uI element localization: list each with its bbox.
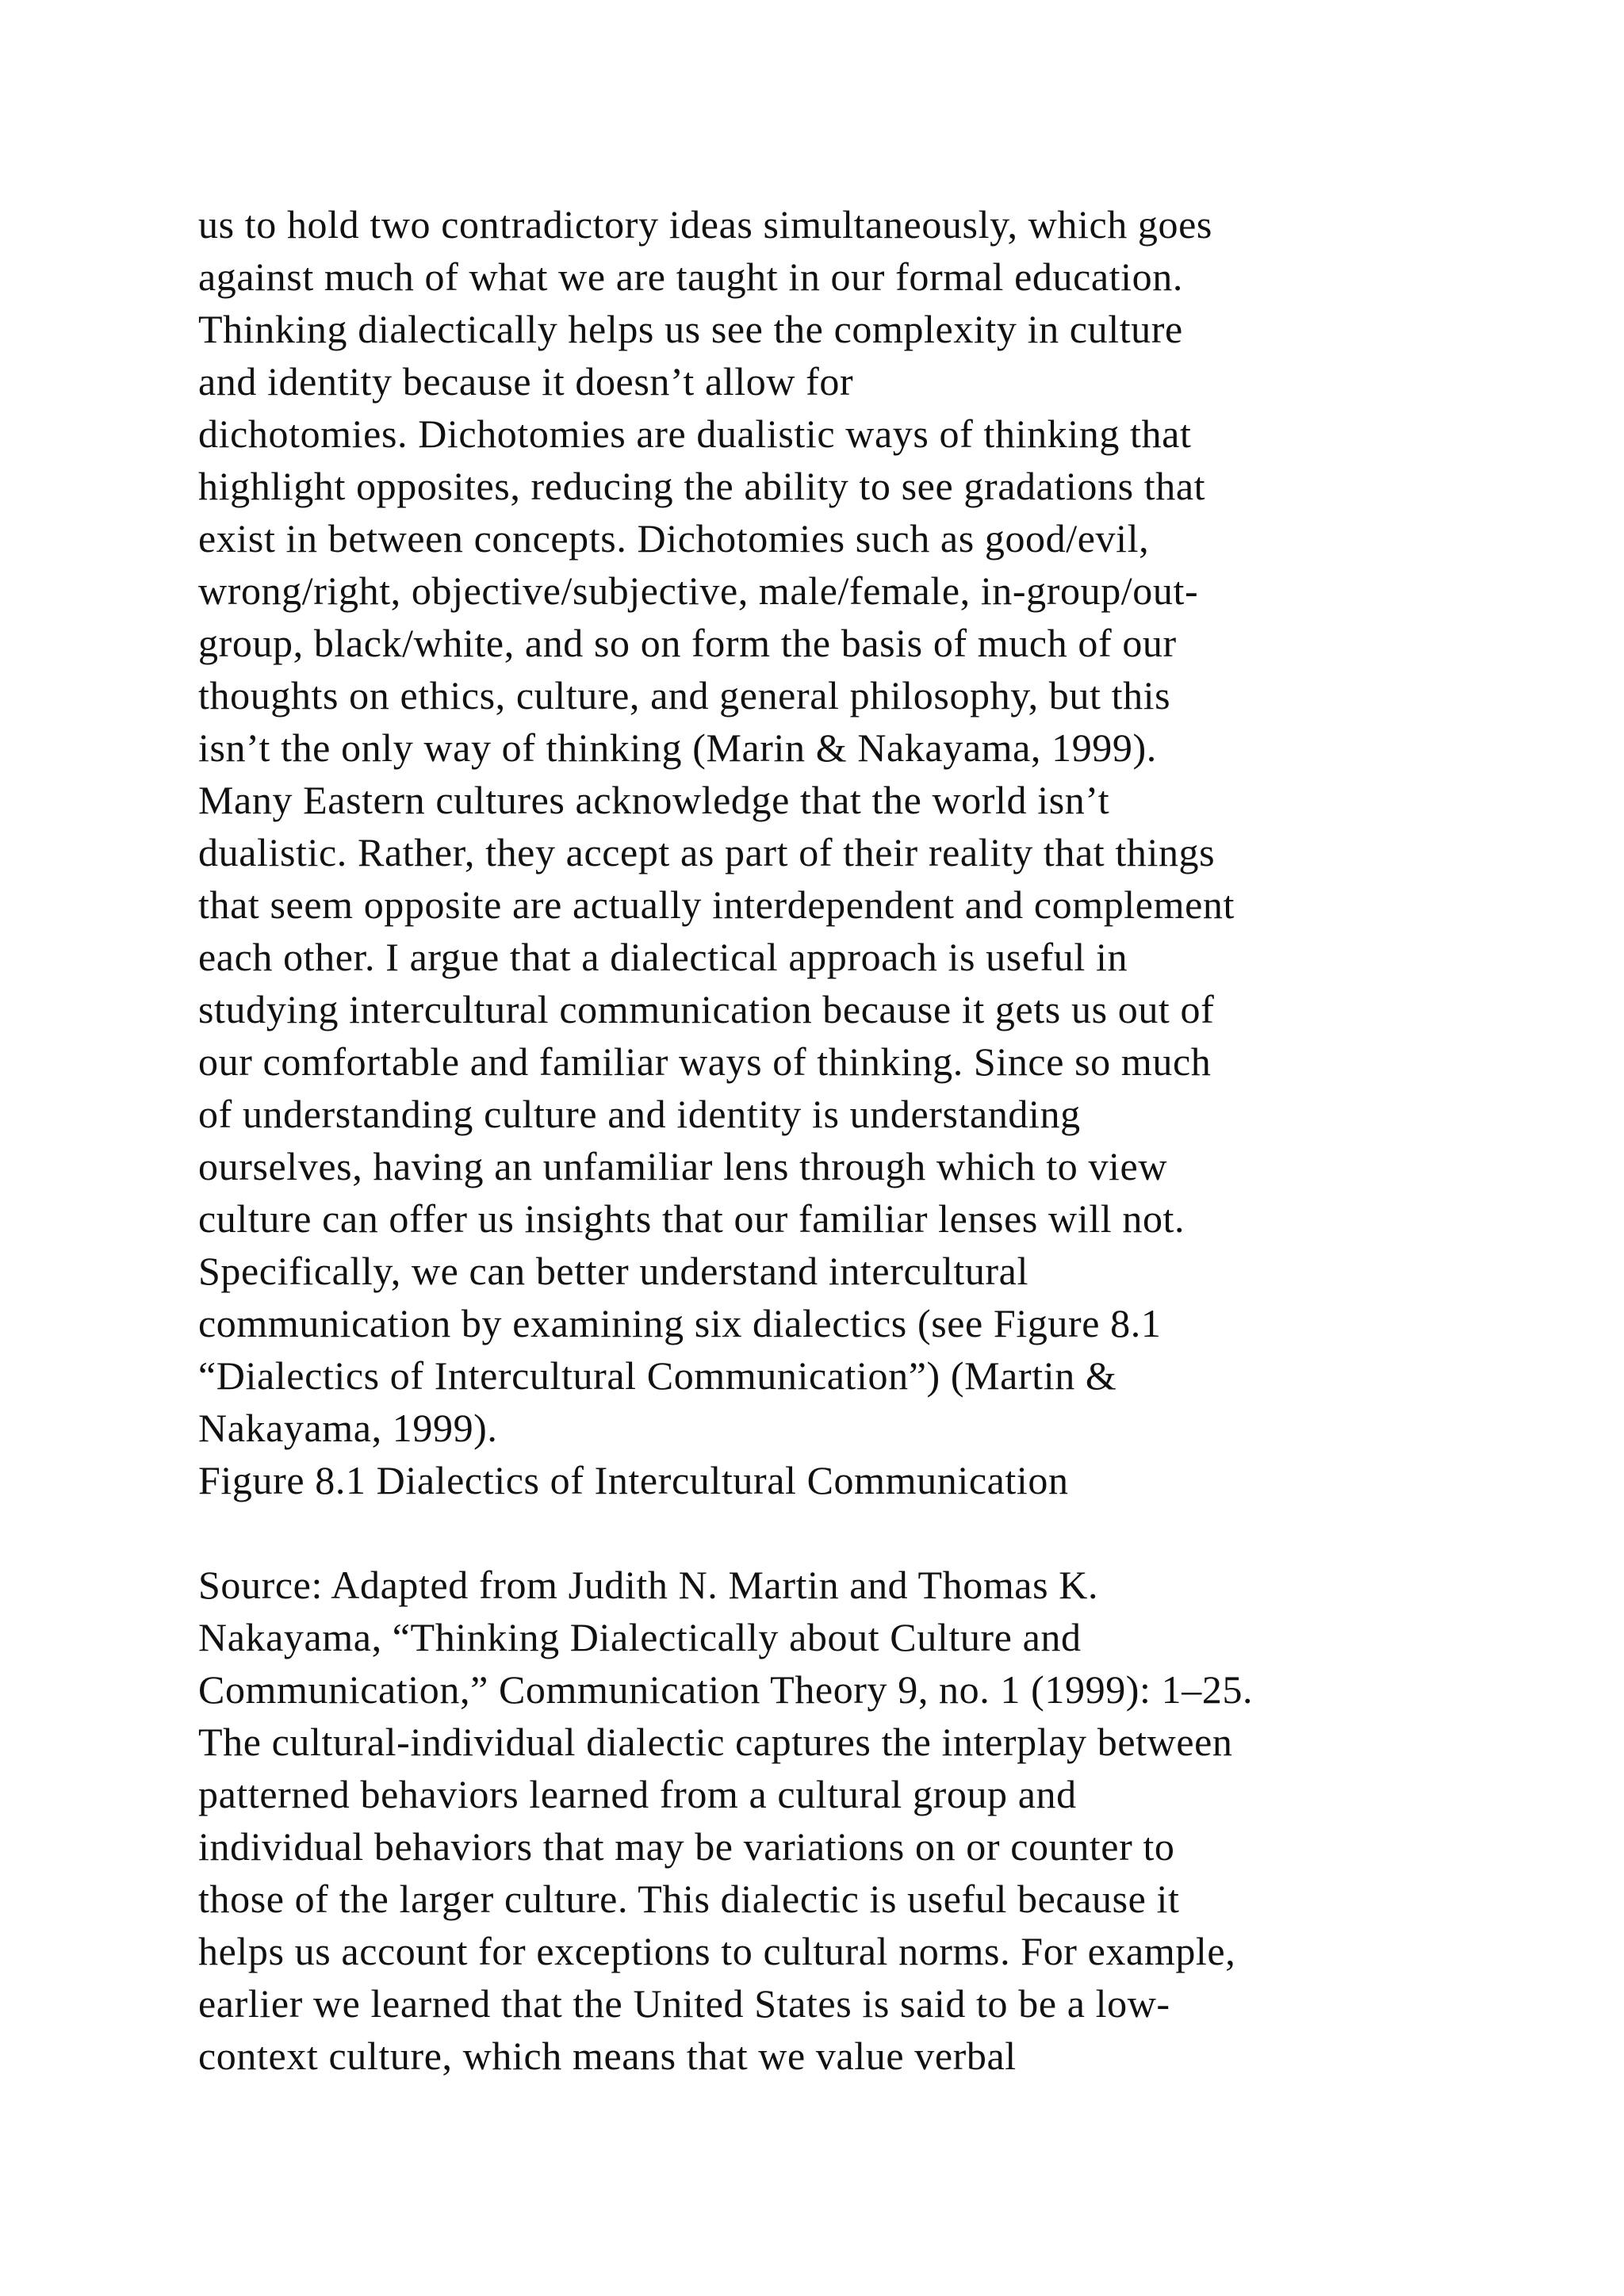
text-line: culture can offer us insights that our familiar lenses will not.: [198, 1196, 1185, 1241]
text-line: us to hold two contradictory ideas simultaneously, which goes: [198, 202, 1212, 247]
text-line: Nakayama, “Thinking Dialectically about Culture and: [198, 1615, 1082, 1659]
text-line: patterned behaviors learned from a cultural group and: [198, 1772, 1077, 1816]
text-line: highlight opposites, reducing the ability to see gradations that: [198, 464, 1206, 508]
text-line: wrong/right, objective/subjective, male/female, in-group/out-: [198, 568, 1199, 613]
text-line: Nakayama, 1999).: [198, 1406, 498, 1450]
text-line: those of the larger culture. This dialectic is useful because it: [198, 1877, 1180, 1921]
text-line: helps us account for exceptions to cultural norms. For example,: [198, 1929, 1236, 1973]
text-line: “Dialectics of Intercultural Communication”) (Martin &: [198, 1353, 1117, 1398]
text-line: The cultural-individual dialectic captures the interplay between: [198, 1720, 1233, 1764]
text-line: ourselves, having an unfamiliar lens through which to view: [198, 1144, 1168, 1188]
text-line: Thinking dialectically helps us see the complexity in culture: [198, 307, 1183, 351]
text-line: dichotomies. Dichotomies are dualistic ways of thinking that: [198, 411, 1192, 456]
figure-source: [198, 1559, 1435, 1716]
body-paragraph-2: [198, 1716, 1435, 2082]
text-line: Many Eastern cultures acknowledge that the world isn’t: [198, 778, 1110, 822]
text-line: against much of what we are taught in our formal education.: [198, 254, 1183, 299]
text-line: and identity because it doesn’t allow for: [198, 359, 854, 404]
text-line: Source: Adapted from Judith N. Martin and Thomas K.: [198, 1563, 1099, 1607]
text-line: dualistic. Rather, they accept as part of their reality that things: [198, 830, 1216, 874]
text-line: Communication,” Communication Theory 9, no. 1 (1999): 1–25.: [198, 1667, 1254, 1712]
text-line: group, black/white, and so on form the basis of much of our: [198, 621, 1177, 665]
blank-line: [198, 1506, 1435, 1559]
text-line: isn’t the only way of thinking (Marin & Nakayama, 1999).: [198, 725, 1157, 770]
body-paragraph-1: [198, 198, 1435, 1454]
text-line: our comfortable and familiar ways of thinking. Since so much: [198, 1039, 1212, 1084]
text-line: of understanding culture and identity is understanding: [198, 1092, 1081, 1136]
text-line: thoughts on ethics, culture, and general philosophy, but this: [198, 673, 1171, 718]
figure-caption: Figure 8.1 Dialectics of Intercultural Communication: [198, 1458, 1069, 1502]
text-line: earlier we learned that the United States is said to be a low-: [198, 1981, 1170, 2026]
text-line: communication by examining six dialectics (see Figure 8.1: [198, 1301, 1162, 1345]
text-line: studying intercultural communication because it gets us out of: [198, 987, 1215, 1031]
text-line: Specifically, we can better understand intercultural: [198, 1249, 1028, 1293]
text-line: each other. I argue that a dialectical approach is useful in: [198, 935, 1128, 979]
text-line: exist in between concepts. Dichotomies such as good/evil,: [198, 516, 1150, 561]
text-line: individual behaviors that may be variations on or counter to: [198, 1824, 1175, 1869]
document-page: [198, 198, 1435, 2082]
text-line: that seem opposite are actually interdependent and complement: [198, 882, 1235, 927]
text-line: context culture, which means that we value verbal: [198, 2034, 1017, 2078]
